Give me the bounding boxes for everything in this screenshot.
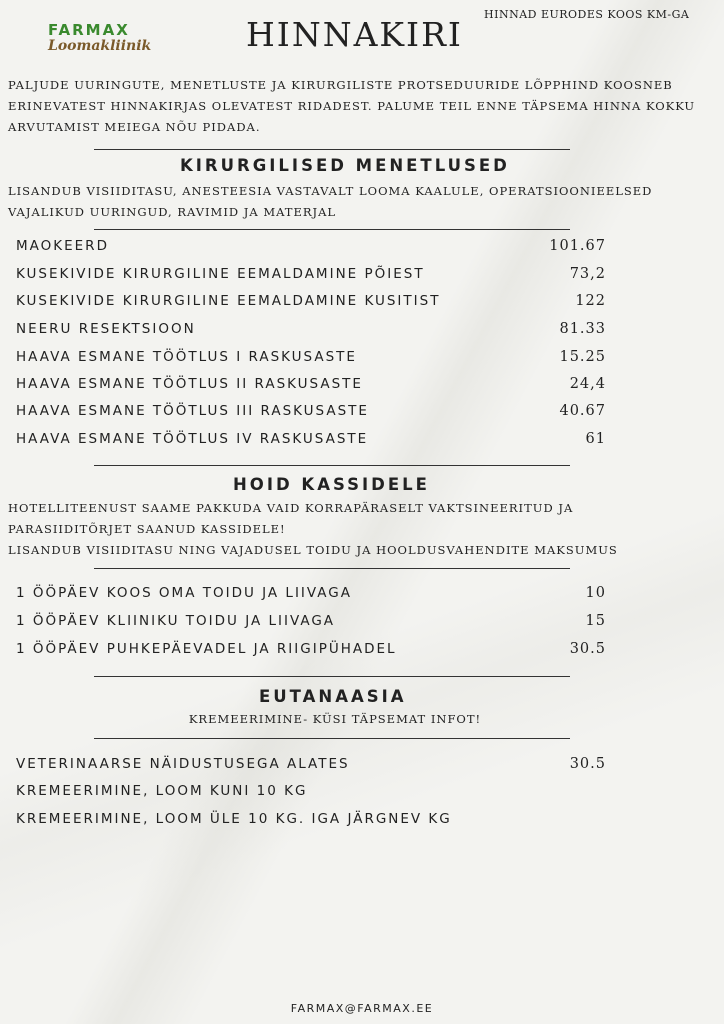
item-label: 1 ÖÖPÄEV KOOS OMA TOIDU JA LIIVAGA — [16, 585, 352, 601]
item-label: VETERINAARSE NÄIDUSTUSEGA ALATES — [16, 756, 350, 772]
item-price: 10 — [585, 585, 606, 601]
item-price: 101.67 — [549, 238, 606, 254]
item-price: 30.5 — [569, 641, 606, 657]
divider — [94, 229, 570, 230]
list-item — [16, 316, 606, 342]
item-label: 1 ÖÖPÄEV PUHKEPÄEVADEL JA RIIGIPÜHADEL — [16, 641, 397, 657]
item-label: KREMEERIMINE, LOOM ÜLE 10 KG. IGA JÄRGNEV KG — [16, 811, 452, 827]
item-label: KUSEKIVIDE KIRURGILINE EEMALDAMINE KUSITIST — [16, 293, 441, 309]
intro-text: PALJUDE UURINGUTE, MENETLUSTE JA KIRURGILISTE PROTSEDUURIDE LÕPPHIND KOOSNEB ERINEVATEST HINNAKIRJAS OLEVATEST RIDADEST. PALUME TEIL ENNE TÄPSEMA HINNA KOKKU ARVUTAMIST MEIEGA NÕU PIDADA. — [8, 78, 696, 134]
logo-subtitle: Loomakliinik — [48, 38, 152, 54]
list-item — [16, 580, 606, 606]
item-label: MAOKEERD — [16, 238, 109, 254]
contact-email-link[interactable]: FARMAX@FARMAX.EE — [290, 1002, 434, 1015]
item-price: 15.25 — [559, 349, 606, 365]
section-note-euthanasia: KREMEERIMINE- KÜSI TÄPSEMAT INFOT! — [188, 712, 482, 726]
item-price: 122 — [575, 293, 606, 309]
item-price: 73,2 — [569, 266, 606, 282]
list-item — [16, 288, 606, 314]
list-item — [16, 806, 606, 832]
item-label: NEERU RESEKTSIOON — [16, 321, 196, 337]
list-item — [16, 344, 606, 370]
item-price: 81.33 — [559, 321, 606, 337]
section-note-cat-boarding-extra: LISANDUB VISIIDITASU NING VAJADUSEL TOIDU JA HOOLDUSVAHENDITE MAKSUMUS — [8, 543, 618, 557]
logo-wordmark: FARMAX — [48, 21, 130, 39]
list-item — [16, 751, 606, 777]
item-price: 30.5 — [569, 756, 606, 772]
item-price: 24,4 — [569, 376, 606, 392]
list-item — [16, 778, 606, 804]
section-note-cat-boarding: HOTELLITEENUST SAAME PAKKUDA VAID KORRAPÄRASELT VAKTSINEERITUD JA PARASIIDITÕRJET SAANUD KASSIDELE! — [8, 501, 574, 536]
list-item — [16, 426, 606, 452]
item-label: HAAVA ESMANE TÖÖTLUS III RASKUSASTE — [16, 403, 369, 419]
item-label: HAAVA ESMANE TÖÖTLUS II RASKUSASTE — [16, 376, 363, 392]
item-label: KREMEERIMINE, LOOM KUNI 10 KG — [16, 783, 308, 799]
divider — [94, 149, 570, 150]
list-item — [16, 636, 606, 662]
item-label: 1 ÖÖPÄEV KLIINIKU TOIDU JA LIIVAGA — [16, 613, 336, 629]
divider — [94, 568, 570, 569]
item-price: 61 — [585, 431, 606, 447]
list-item — [16, 261, 606, 287]
section-title-cat-boarding: HOID KASSIDELE — [233, 475, 430, 494]
item-label: KUSEKIVIDE KIRURGILINE EEMALDAMINE PÕIEST — [16, 266, 425, 282]
logo — [48, 22, 168, 54]
item-label: HAAVA ESMANE TÖÖTLUS I RASKUSASTE — [16, 349, 357, 365]
price-currency-note: HINNAD EURODES KOOS KM-GA — [484, 8, 690, 21]
list-item — [16, 608, 606, 634]
divider — [94, 465, 570, 466]
item-label: HAAVA ESMANE TÖÖTLUS IV RASKUSASTE — [16, 431, 369, 447]
item-price: 15 — [585, 613, 606, 629]
section-note-surgery: LISANDUB VISIIDITASU, ANESTEESIA VASTAVALT LOOMA KAALULE, OPERATSIOONIEELSED VAJALIKUD UURINGUD, RAVIMID JA MATERJAL — [8, 184, 653, 219]
divider — [94, 738, 570, 739]
section-title-surgery: KIRURGILISED MENETLUSED — [180, 156, 510, 175]
list-item — [16, 233, 606, 259]
divider — [94, 676, 570, 677]
page-title: HINNAKIRI — [246, 15, 463, 54]
list-item — [16, 371, 606, 397]
section-title-euthanasia: EUTANAASIA — [259, 687, 407, 706]
list-item — [16, 398, 606, 424]
item-price: 40.67 — [559, 403, 606, 419]
